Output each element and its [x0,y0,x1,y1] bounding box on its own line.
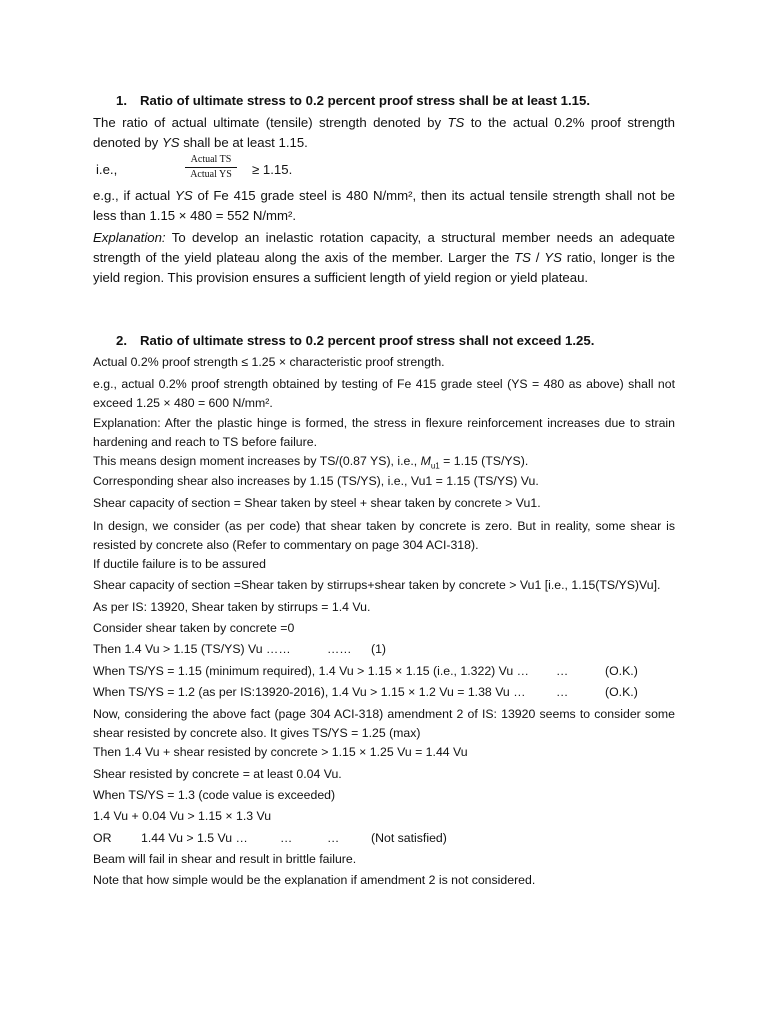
text-paragraph: Explanation: After the plastic hinge is formed, the stress in flexure reinforcement increases due to strain hardening and reach to TS before failure. [93,416,675,449]
text-run: To develop an inelastic rotation capacity, a structural member needs an adequate strength of the yield plateau along the axis of the member. Larger the [93,230,675,265]
text-run: / [530,250,545,265]
ie-label: i.e., [96,162,118,177]
text-paragraph: In design, we consider (as per code) that shear taken by concrete is zero. But in reality, some shear is resisted by concrete also (Refer to commentary on page 304 ACI-318). [93,519,675,552]
status-ok: (O.K.) [605,685,638,699]
moment-subscript: u1 [430,461,440,471]
text-run: The ratio of actual ultimate (tensile) strength denoted by [93,115,448,130]
text-line: Then 1.4 Vu > 1.15 (TS/YS) Vu …… [93,642,291,656]
text-line: Shear capacity of section =Shear taken by stirrups+shear taken by concrete > Vu1 [i.e., 1.15(TS/YS)Vu]. [93,578,661,592]
ys-symbol: YS [544,250,562,265]
section-1-number: 1. [116,93,127,108]
ts-symbol: TS [447,115,465,130]
text-run: This means design moment increases by TS/(0.87 YS), i.e., [93,454,421,468]
text-line: Beam will fail in shear and result in brittle failure. [93,852,357,866]
text-line: As per IS: 13920, Shear taken by stirrups = 1.4 Vu. [93,600,371,614]
fraction-numerator: Actual TS [190,154,232,165]
text-line [93,454,528,470]
text-line: If ductile failure is to be assured [93,557,266,571]
text-run: e.g., if actual [93,188,176,203]
status-not-satisfied: (Not satisfied) [371,831,447,845]
text-line: 1.44 Vu > 1.5 Vu … [141,831,248,845]
text-line: When TS/YS = 1.3 (code value is exceeded) [93,788,336,802]
text-line: Shear resisted by concrete = at least 0.04 Vu. [93,767,342,781]
moment-symbol: M [420,454,431,468]
text-line: Shear capacity of section = Shear taken by steel + shear taken by concrete > Vu1. [93,496,541,510]
status-ok: (O.K.) [605,664,638,678]
text-line: Corresponding shear also increases by 1.15 (TS/YS), i.e., Vu1 = 1.15 (TS/YS) Vu. [93,474,539,488]
section-2-heading [116,333,594,348]
text-line: 1.4 Vu + 0.04 Vu > 1.15 × 1.3 Vu [93,809,272,823]
text-run: of Fe 415 grade steel is 480 N/mm², then its actual tensile strength shall not be less than 1.15 × 480 = 552 N/mm². [93,188,676,223]
section-2-title: Ratio of ultimate stress to 0.2 percent proof stress shall not exceed 1.25. [140,333,595,348]
section-1-explanation [93,228,675,288]
section-1-title: Ratio of ultimate stress to 0.2 percent proof stress shall be at least 1.15. [140,93,590,108]
text-line: … [280,831,293,845]
fraction-bar [185,167,237,168]
text-line: …… [327,642,352,656]
ts-symbol: TS [514,250,531,265]
text-line: Consider shear taken by concrete =0 [93,621,295,635]
text-run: ratio, longer is the yield region. This provision ensures a sufficient length of yield region or yield plateau. [93,250,675,285]
equation-number: (1) [371,642,387,656]
inequality-rhs: ≥ 1.15. [252,162,293,177]
ys-symbol: YS [175,188,193,203]
section-2-number: 2. [116,333,127,348]
text-paragraph: Now, considering the above fact (page 304 ACI-318) amendment 2 of IS: 13920 seems to consider some shear resisted by concrete also. It gives TS/YS = 1.25 (max) [93,707,675,740]
section-1-paragraph-ratio [93,113,675,153]
text-line: Note that how simple would be the explanation if amendment 2 is not considered. [93,873,536,887]
text-line: … [556,664,569,678]
section-1-example [93,186,675,226]
text-line: Actual 0.2% proof strength ≤ 1.25 × characteristic proof strength. [93,355,445,369]
section-1-heading [116,93,590,108]
ys-symbol: YS [161,135,180,150]
explanation-label: Explanation: [93,230,166,245]
text-line: … [556,685,569,699]
ratio-fraction [185,154,237,181]
text-line: When TS/YS = 1.15 (minimum required), 1.4 Vu > 1.15 × 1.15 (i.e., 1.322) Vu … [93,664,529,678]
text-line: … [327,831,340,845]
text-run: shall be at least 1.15. [179,135,308,150]
text-line: When TS/YS = 1.2 (as per IS:13920-2016), 1.4 Vu > 1.15 × 1.2 Vu = 1.38 Vu … [93,685,526,699]
fraction-denominator: Actual YS [190,169,232,180]
text-line: OR [93,831,112,845]
text-run: to the actual 0.2% proof strength denoted by [93,115,675,150]
text-run: = 1.15 (TS/YS). [439,454,529,468]
text-paragraph: e.g., actual 0.2% proof strength obtained by testing of Fe 415 grade steel (YS = 480 as above) shall not exceed 1.25 × 480 = 600 N/mm². [93,377,675,410]
text-line: Then 1.4 Vu + shear resisted by concrete > 1.15 × 1.25 Vu = 1.44 Vu [93,745,468,759]
